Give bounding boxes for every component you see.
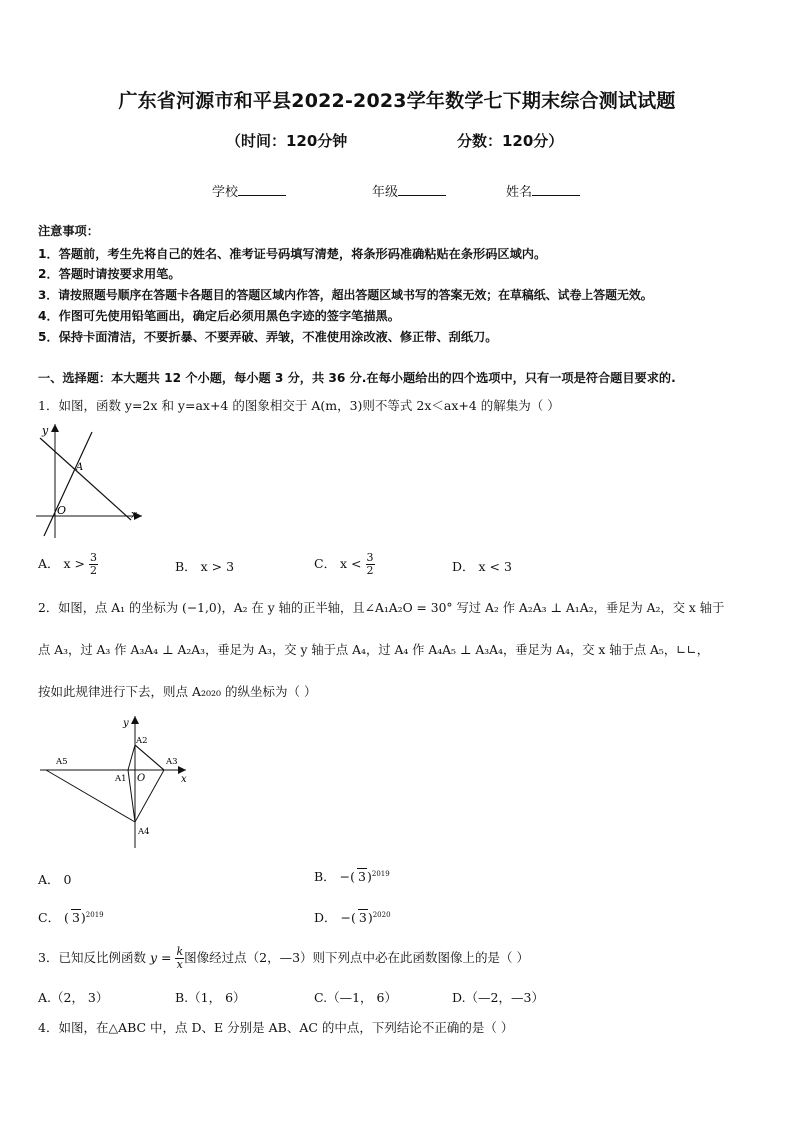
grade-field: 年级	[372, 181, 446, 200]
graph-origin-label: O	[137, 773, 146, 784]
line-y-ax-4	[40, 438, 131, 520]
school-field: 学校	[212, 181, 286, 200]
notice-heading: 注意事项：	[38, 224, 99, 238]
q3-option-a: A.（2， 3）	[38, 990, 109, 1005]
label-a3: A3	[166, 757, 178, 767]
spiral-quad	[128, 745, 164, 822]
exam-time: （时间：120分钟	[226, 132, 348, 150]
q2-option-c: C． ( 3)$^{2019}$	[38, 910, 104, 925]
x-axis-arrow	[178, 766, 186, 774]
graph-x-label: x	[131, 508, 138, 521]
q1-option-d: D． x < 3	[452, 559, 512, 574]
graph-y-label: y	[123, 718, 129, 729]
label-a5: A5	[56, 757, 68, 767]
q1-option-a: A． x > $\frac{3}{2}$	[38, 551, 97, 577]
q1-option-b: B． x > 3	[175, 559, 235, 574]
label-a2: A2	[136, 736, 148, 746]
graph-x-label: x	[181, 774, 187, 785]
graph-y-label: y	[42, 424, 49, 437]
question-2-line-3: 按如此规律进行下去，则点 A₂₀₂₀ 的纵坐标为（ ）	[38, 684, 317, 699]
question-1-graph	[30, 420, 150, 540]
question-2-line-1: 2．如图，点 A₁ 的坐标为 (−1,0)，A₂ 在 y 轴的正半轴，且∠A₁A₂O = 30° 写过 A₂ 作 A₂A₃ ⊥ A₁A₂，垂足为 A₂，交 x 轴于	[38, 601, 725, 615]
q3-option-c: C.（—1， 6）	[314, 990, 397, 1005]
question-1-text: 1．如图，函数 y=2x 和 y=ax+4 的图象相交于 A(m，3)则不等式 2x＜ax+4 的解集为（ ）	[38, 398, 560, 413]
label-a4: A4	[138, 827, 150, 837]
y-axis-arrow	[131, 716, 139, 724]
q1-option-c: C． x < $\frac{3}{2}$	[314, 551, 374, 577]
question-4-text: 4．如图，在△ABC 中，点 D、E 分别是 AB、AC 的中点，下列结论不正确的是（ ）	[38, 1020, 514, 1035]
notice-item-2: 2．答题时请按要求用笔。	[38, 267, 181, 281]
section-heading: 一、选择题：本大题共 12 个小题，每小题 3 分，共 36 分.在每小题给出的四个选项中，只有一项是符合题目要求的.	[38, 371, 676, 385]
notice-item-4: 4．作图可先使用铅笔画出，确定后必须用黑色字迹的签字笔描黑。	[38, 309, 400, 323]
graph-point-a-label: A	[76, 462, 84, 473]
notice-item-3: 3．请按照题号顺序在答题卡各题目的答题区域内作答，超出答题区域书写的答案无效；在草稿纸、试卷上答题无效。	[38, 288, 653, 302]
question-2-line-2: 点 A₃，过 A₃ 作 A₃A₄ ⊥ A₂A₃，垂足为 A₃，交 y 轴于点 A₄，过 A₄ 作 A₄A₅ ⊥ A₃A₄，垂足为 A₄，交 x 轴于点 A₅，∟∟，	[38, 643, 710, 657]
question-3-text: 3．已知反比例函数 y = $\frac{k}{x}$ 图像经过点（2，—3）则下列点中必在此函数图像上的是（ ）	[38, 945, 530, 971]
q3-option-b: B.（1， 6）	[175, 990, 246, 1005]
graph-origin-label: O	[57, 504, 67, 517]
notice-item-1: 1．答题前，考生先将自己的姓名、准考证号码填写清楚，将条形码准确粘贴在条形码区域内。	[38, 247, 547, 261]
q2-option-b: B． −( 3)$^{2019}$	[314, 869, 390, 884]
q3-option-d: D.（—2，—3）	[452, 990, 544, 1005]
notice-item-5: 5．保持卡面清洁，不要折暴、不要弄破、弄皱，不准使用涂改液、修正带、刮纸刀。	[38, 330, 498, 344]
y-axis-arrow	[51, 424, 59, 432]
q2-option-a: A． 0	[38, 872, 72, 887]
segment-a2-a3	[135, 745, 164, 770]
label-a1: A1	[115, 774, 127, 784]
page-title: 广东省河源市和平县2022-2023学年数学七下期末综合测试试题	[118, 90, 676, 112]
question-2-graph	[36, 712, 196, 852]
q2-option-d: D． −( 3)$^{2020}$	[314, 910, 391, 925]
exam-score: 分数：120分）	[457, 132, 564, 150]
name-field: 姓名	[506, 181, 580, 200]
